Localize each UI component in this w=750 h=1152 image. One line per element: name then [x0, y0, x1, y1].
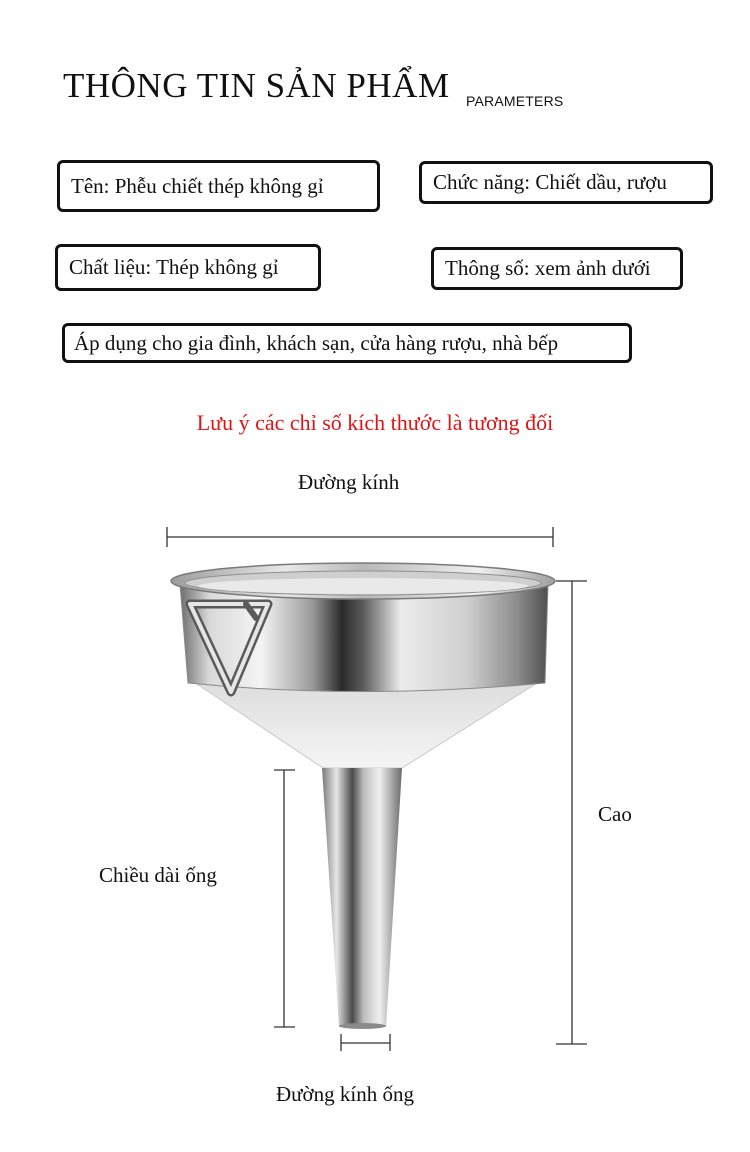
diameter-dimension-line: [167, 527, 553, 547]
param-name-box: Tên: Phễu chiết thép không gỉ: [57, 160, 380, 212]
diameter-label: Đường kính: [298, 470, 400, 494]
height-label: Cao: [598, 802, 632, 826]
funnel-body: [171, 563, 555, 1029]
param-usage-box: Áp dụng cho gia đình, khách sạn, cửa hàng rượu, nhà bếp: [62, 323, 632, 363]
tube-length-label: Chiều dài ống: [99, 863, 217, 887]
tube-length-dimension-line: [274, 770, 295, 1027]
param-spec-box: Thông số: xem ảnh dưới: [431, 247, 683, 290]
size-note: Lưu ý các chỉ số kích thước là tương đối: [196, 410, 554, 435]
tube-diameter-dimension-line: [341, 1034, 390, 1051]
page-title: THÔNG TIN SẢN PHẨM: [63, 66, 450, 105]
tube-diameter-label: Đường kính ống: [276, 1082, 414, 1106]
height-dimension-line: [556, 581, 587, 1044]
param-material-box: Chất liệu: Thép không gỉ: [55, 244, 321, 291]
param-function-box: Chức năng: Chiết dầu, rượu: [419, 161, 713, 204]
page-subtitle: PARAMETERS: [466, 93, 564, 109]
